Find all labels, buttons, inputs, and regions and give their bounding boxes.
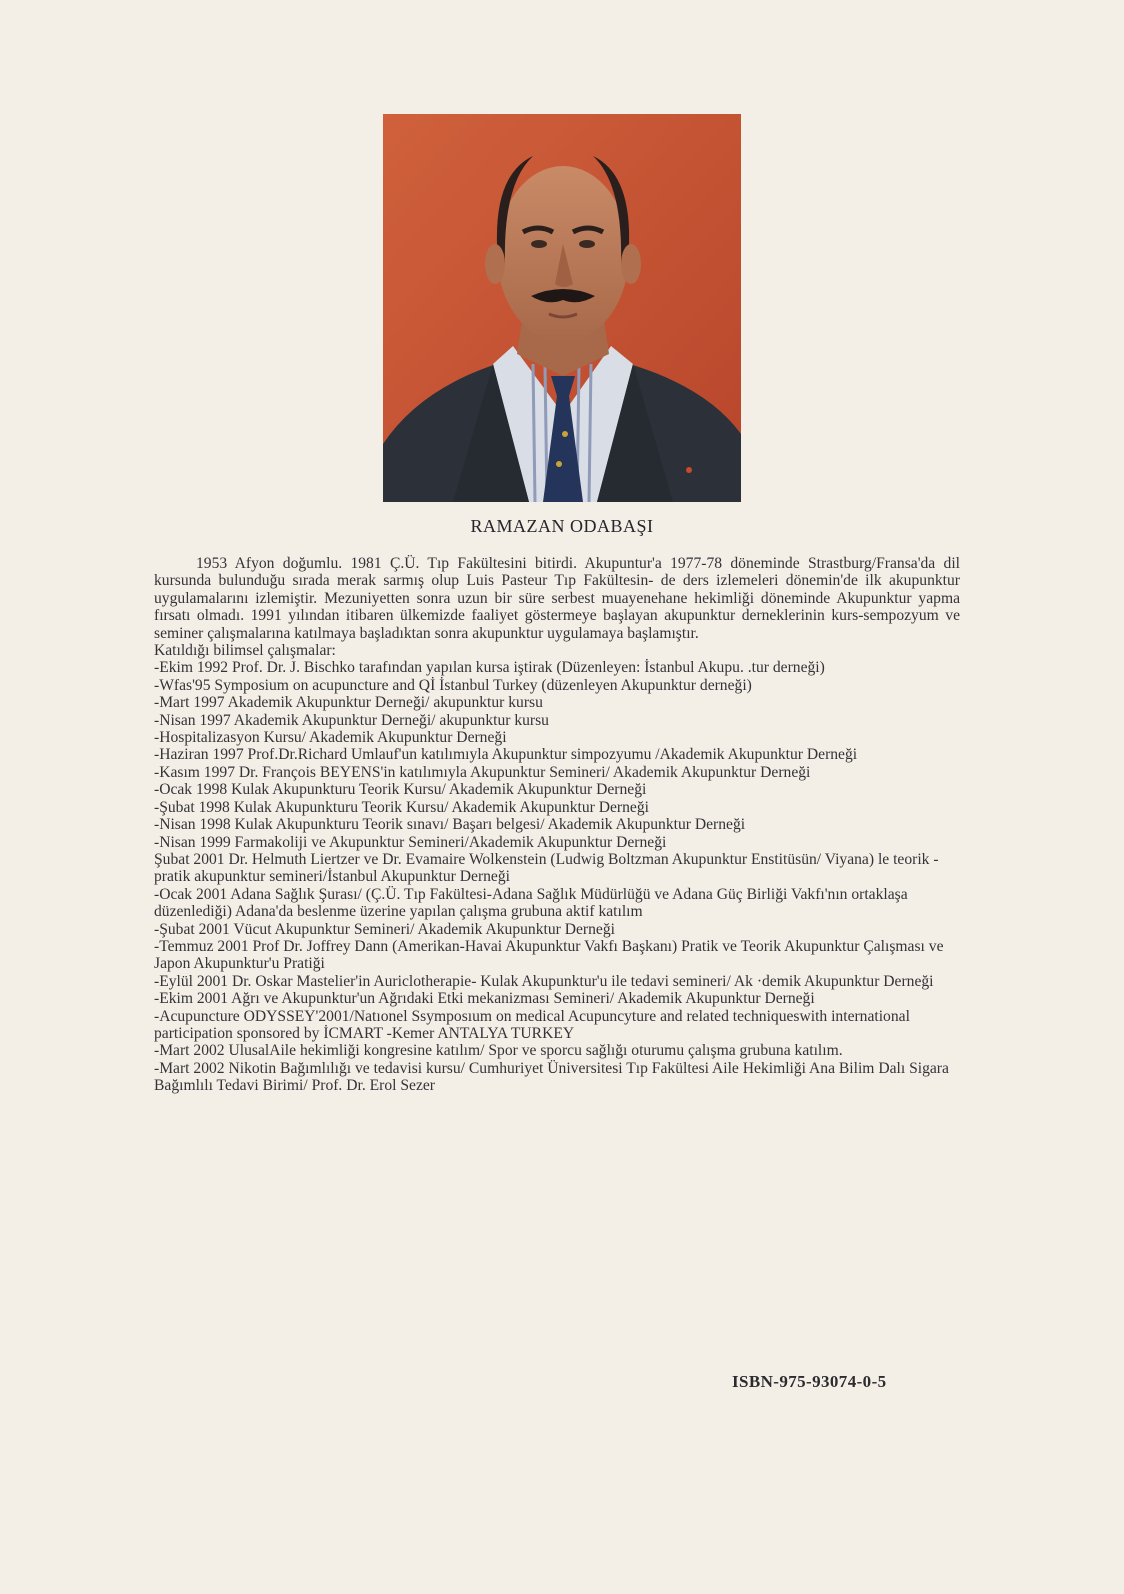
study-item: -Şubat 1998 Kulak Akupunkturu Teorik Kursu/ Akademik Akupunktur Derneği [154,798,649,816]
study-item: -Haziran 1997 Prof.Dr.Richard Umlauf'un katılımıyla Akupunktur simpozyumu /Akademik Akupunktur Derneği [154,746,858,764]
study-item: -Ocak 2001 Adana Sağlık Şurası/ (Ç.Ü. Tıp Fakültesi-Adana Sağlık Müdürlüğü ve Adana Güç Birliği Vakfı'nın ortaklaşa düzenlediği) Adana'da beslenme üzerine yapılan çalışma grubuna aktif katılım [154,885,908,921]
study-item: -Nisan 1999 Farmakoliji ve Akupunktur Semineri/Akademik Akupunktur Derneği [154,833,667,851]
study-item: -Ekim 1992 Prof. Dr. J. Bischko tarafından yapılan kursa iştirak (Düzenleyen: İstanbul Akupu. .tur derneği) [154,659,825,677]
studies-list [154,659,960,1094]
study-item: -Ocak 1998 Kulak Akupunkturu Teorik Kursu/ Akademik Akupunktur Derneği [154,781,647,799]
author-name: RAMAZAN ODABAŞI [470,516,654,536]
study-item: -Acupuncture ODYSSEY'2001/Natıonel Ssymposıum on medical Acupuncyture and related techniqueswith international participation sponsored by İCMART -Kemer ANTALYA TURKEY [154,1007,910,1042]
isbn-number: ISBN-975-93074-0-5 [732,1372,887,1391]
study-item: -Ekim 2001 Ağrı ve Akupunktur'un Ağrıdaki Etki mekanizması Semineri/ Akademik Akupunktur Derneği [154,990,815,1008]
study-item: -Eylül 2001 Dr. Oskar Mastelier'in Auriclotherapie- Kulak Akupunktur'u ile tedavi semineri/ Ak ·demik Akupunktur Derneği [154,972,934,990]
study-item: -Hospitalizasyon Kursu/ Akademik Akupunktur Derneği [154,729,507,747]
study-item: -Temmuz 2001 Prof Dr. Joffrey Dann (Amerikan-Havai Akupunktur Vakfı Başkanı) Pratik ve Teorik Akupunktur Çalışması ve Japon Akupunktur'u Pratiği [154,937,944,973]
study-item: -Şubat 2001 Vücut Akupunktur Semineri/ Akademik Akupunktur Derneği [154,920,615,938]
study-item: -Kasım 1997 Dr. François BEYENS'in katılımıyla Akupunktur Semineri/ Akademik Akupunktur Derneği [154,763,811,781]
study-item: -Nisan 1998 Kulak Akupunkturu Teorik sınavı/ Başarı belgesi/ Akademik Akupunktur Derneği [154,816,746,834]
author-biography-section [154,555,960,1095]
author-portrait-photo [383,114,741,502]
study-item: -Mart 2002 UlusalAile hekimliği kongresine katılım/ Spor ve sporcu sağlığı oturumu çalışma grubuna katılım. [154,1042,843,1060]
study-item: -Nisan 1997 Akademik Akupunktur Derneği/ akupunktur kursu [154,711,549,729]
study-item: Şubat 2001 Dr. Helmuth Liertzer ve Dr. Evamaire Wolkenstein (Ludwig Boltzman Akupunktur Enstitüsün/ Viyana) le teorik -pratik akupunktur semineri/İstanbul Akupunktur Derneği [154,850,939,886]
portrait-illustration [383,114,741,502]
study-item: -Wfas'95 Symposium on acupuncture and Qİ İstanbul Turkey (düzenleyen Akupunktur derneği) [154,676,752,694]
study-item: -Mart 1997 Akademik Akupunktur Derneği/ akupunktur kursu [154,694,543,712]
study-item: -Mart 2002 Nikotin Bağımlılığı ve tedavisi kursu/ Cumhuriyet Üniversitesi Tıp Fakültesi Aile Hekimliği Ana Bilim Dalı Sigara Bağımlılı Tedavi Birimi/ Prof. Dr. Erol Sezer [154,1059,949,1095]
studies-heading: Katıldığı bilimsel çalışmalar: [154,642,336,660]
bio-paragraph: 1953 Afyon doğumlu. 1981 Ç.Ü. Tıp Fakültesini bitirdi. Akupuntur'a 1977-78 döneminde Strastburg/Fransa'da dil kursunda bulunduğu sırada merak sarmış olup Luis Pasteur Tıp Fakültesin- de ders izlemeleri dönemin'de ilk akupunktur uygulamalarını izlemiştir. Mezuniyetten sonra uzun bir süre serbest muayenehane hekimliği döneminde Akupunktur yapma fırsatı olmadı. 1991 yılından itibaren ülkemizde faaliyet göstermeye başlayan akupunktur derneklerinin kurs-sempozyum ve seminer çalışmalarına katılmaya başladıktan sonra akupunktur uygulamaya başlamıştır. [154,555,960,642]
